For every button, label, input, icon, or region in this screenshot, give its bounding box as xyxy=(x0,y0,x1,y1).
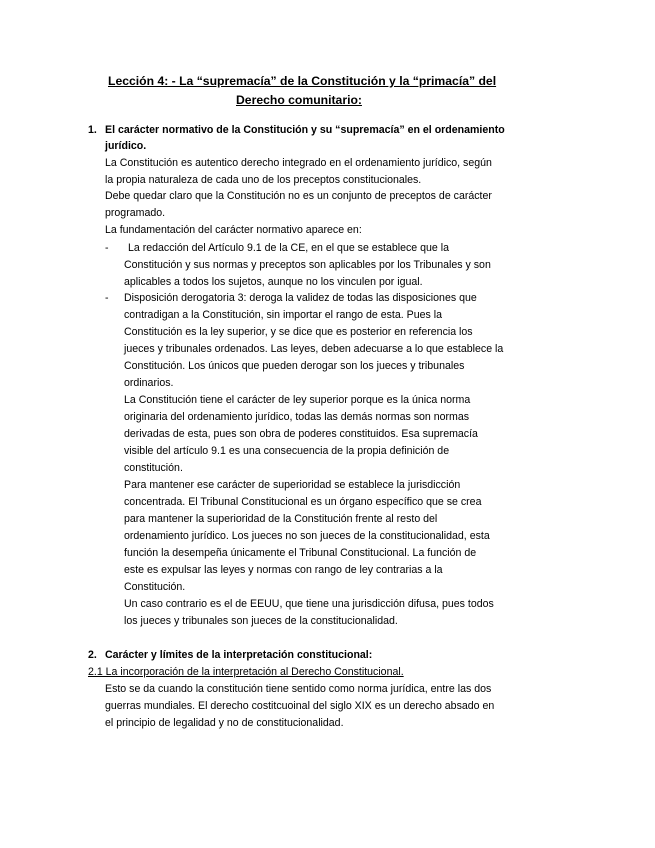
bullet-2-line: contradigan a la Constitución, sin importar el rango de esta. Pues la xyxy=(124,309,442,321)
section-2-1-subheading: 2.1 La incorporación de la interpretación al Derecho Constitucional. xyxy=(88,666,404,678)
paragraph-1-line: constitución. xyxy=(124,462,183,474)
paragraph-2-line: función la desempeña únicamente el Tribunal Constitucional. La función de xyxy=(124,547,477,559)
paragraph-3-line: los jueces y tribunales son jueces de la constitucionalidad. xyxy=(124,615,398,627)
page-title-line-2: Derecho comunitario: xyxy=(236,93,362,107)
paragraph-2-line: ordenamiento jurídico. Los jueces no son jueces de la constitucionalidad, esta xyxy=(124,530,490,542)
paragraph-2-line: Constitución. xyxy=(124,581,186,593)
bullet-2-line: Constitución. Los únicos que pueden derogar son los jueces y tribunales xyxy=(124,360,465,372)
section-2-text-line: guerras mundiales. El derecho costitcuoinal del siglo XIX es un derecho absado en xyxy=(105,700,495,712)
section-1-heading-line-1: El carácter normativo de la Constitución y su “supremacía” en el ordenamiento xyxy=(105,124,505,136)
paragraph-2-line: para mantener la superioridad de la Constitución frente al resto del xyxy=(124,513,438,525)
bullet-2-line: ordinarios. xyxy=(124,377,174,389)
bullet-2-line: jueces y tribunales ordenados. Las leyes, deben adecuarse a lo que establece la xyxy=(124,343,504,355)
paragraph-1-line: derivadas de esta, pues son obra de poderes constituidos. Esa supremacía xyxy=(124,428,478,440)
section-2-text-line: el principio de legalidad y no de constitucionalidad. xyxy=(105,717,344,729)
section-2-heading: Carácter y límites de la interpretación constitucional: xyxy=(105,649,373,661)
section-1-text-line: Debe quedar claro que la Constitución no es un conjunto de preceptos de carácter xyxy=(105,190,492,202)
bullet-marker: - xyxy=(105,242,109,254)
bullet-1-line: aplicables a todos los sujetos, aunque no los vinculen por igual. xyxy=(124,276,423,288)
paragraph-1-line: visible del artículo 9.1 es una consecuencia de la propia definición de xyxy=(124,445,450,457)
bullet-1-line: Constitución y sus normas y preceptos son aplicables por los Tribunales y son xyxy=(124,259,491,271)
section-2-text-line: Esto se da cuando la constitución tiene sentido como norma jurídica, entre las dos xyxy=(105,683,492,695)
page-title-line-1: Lección 4: - La “supremacía” de la Constitución y la “primacía” del xyxy=(108,74,497,88)
bullet-marker: - xyxy=(105,292,109,304)
bullet-2-line: Disposición derogatoria 3: deroga la validez de todas las disposiciones que xyxy=(124,292,477,304)
paragraph-1-line: originaria del ordenamiento jurídico, todas las demás normas son normas xyxy=(124,411,470,423)
paragraph-3-line: Un caso contrario es el de EEUU, que tiene una jurisdicción difusa, pues todos xyxy=(124,598,494,610)
section-1-text-line: La fundamentación del carácter normativo aparece en: xyxy=(105,224,362,236)
bullet-2-line: Constitución es la ley superior, y se dice que es posterior en referencia los xyxy=(124,326,473,338)
section-1-number: 1. xyxy=(88,124,97,136)
paragraph-2-line: concentrada. El Tribunal Constitucional es un órgano específico que se crea xyxy=(124,496,482,508)
paragraph-2-line: Para mantener ese carácter de superioridad se establece la jurisdicción xyxy=(124,479,461,491)
paragraph-2-line: este es expulsar las leyes y normas con rango de ley contrarias a la xyxy=(124,564,443,576)
section-1-text-line: la propia naturaleza de cada uno de los preceptos constitucionales. xyxy=(105,174,422,186)
section-1-text-line: programado. xyxy=(105,207,166,219)
bullet-1-line: La redacción del Artículo 9.1 de la CE, en el que se establece que la xyxy=(128,242,449,254)
section-1-heading-line-2: jurídico. xyxy=(105,140,147,152)
section-1-text-line: La Constitución es autentico derecho integrado en el ordenamiento jurídico, según xyxy=(105,157,492,169)
section-2-number: 2. xyxy=(88,649,97,661)
paragraph-1-line: La Constitución tiene el carácter de ley superior porque es la única norma xyxy=(124,394,471,406)
